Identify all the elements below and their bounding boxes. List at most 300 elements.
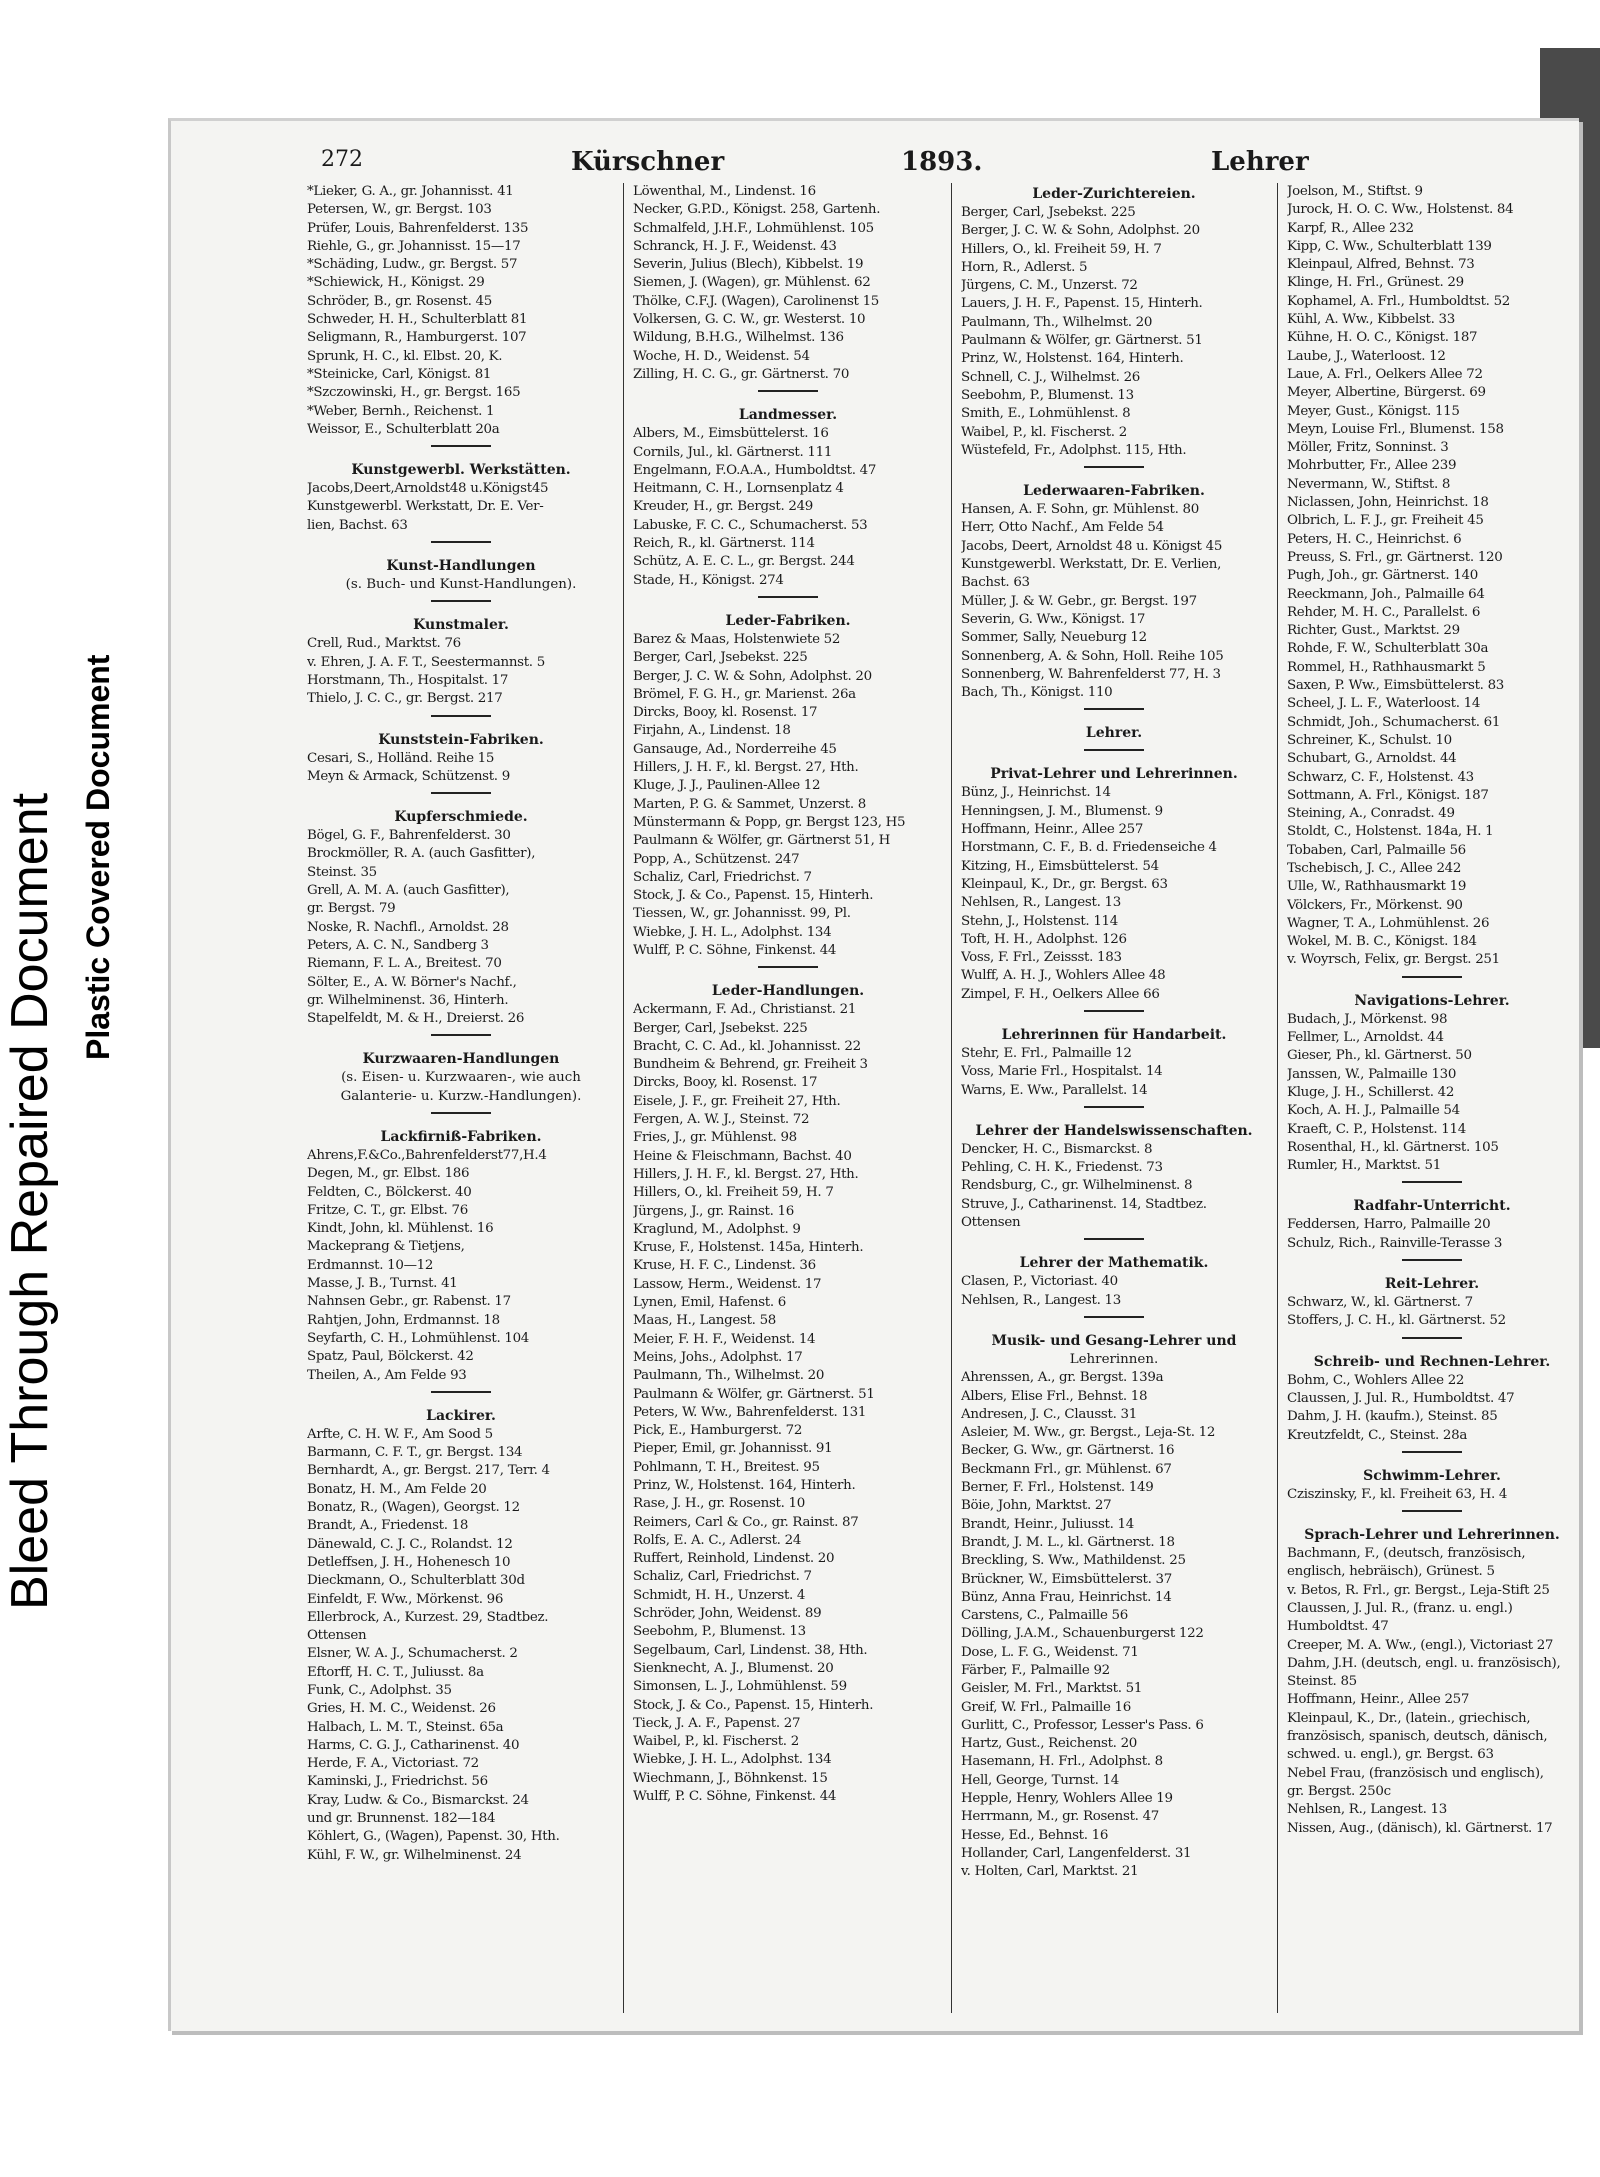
directory-entry: Jacobs,Deert,Arnoldst48 u.Königst45 xyxy=(307,481,549,497)
section-divider xyxy=(1402,1451,1462,1453)
directory-entry: Pick, E., Hamburgerst. 72 xyxy=(633,1423,803,1439)
directory-entry: Wiechmann, J., Böhnkenst. 15 xyxy=(633,1770,828,1786)
directory-page xyxy=(168,118,1579,2031)
directory-entry: Seyfarth, C. H., Lohmühlenst. 104 xyxy=(307,1330,530,1346)
section-heading: Reit-Lehrer. xyxy=(1384,1276,1480,1293)
directory-entry: Reich, R., kl. Gärtnerst. 114 xyxy=(633,536,815,552)
directory-entry: Ottensen xyxy=(307,1628,367,1644)
directory-entry: Thölke, C.F.J. (Wagen), Carolinenst 15 xyxy=(633,293,880,309)
directory-entry: lien, Bachst. 63 xyxy=(307,517,408,533)
directory-entry: Budach, J., Mörkenst. 98 xyxy=(1287,1011,1448,1027)
directory-entry: Seligmann, R., Hamburgerst. 107 xyxy=(307,330,527,346)
directory-entry: Voss, Marie Frl., Hospitalst. 14 xyxy=(961,1064,1163,1080)
directory-entry: Bachst. 63 xyxy=(961,575,1030,591)
directory-entry: Humboldtst. 47 xyxy=(1287,1619,1389,1635)
directory-entry: Ruffert, Reinhold, Lindenst. 20 xyxy=(633,1551,835,1567)
directory-entry: Janssen, W., Palmaille 130 xyxy=(1287,1066,1457,1082)
directory-entry: Möller, Fritz, Sonninst. 3 xyxy=(1287,440,1449,456)
directory-entry: Bünz, Anna Frau, Heinrichst. 14 xyxy=(961,1589,1172,1605)
directory-entry: Herde, F. A., Victoriast. 72 xyxy=(307,1756,479,1772)
section-divider xyxy=(1084,708,1144,710)
directory-entry: Stock, J. & Co., Papenst. 15, Hinterh. xyxy=(633,888,874,904)
directory-entry: Dahm, J. H. (kaufm.), Steinst. 85 xyxy=(1287,1409,1498,1425)
directory-entry: Meyer, Gust., Königst. 115 xyxy=(1287,403,1460,419)
directory-entry: Kindt, John, kl. Mühlenst. 16 xyxy=(307,1221,494,1237)
directory-entry: Meins, Johs., Adolphst. 17 xyxy=(633,1349,803,1365)
directory-entry: Weissor, E., Schulterblatt 20a xyxy=(307,421,500,437)
directory-entry: Kluge, J. H., Schillerst. 42 xyxy=(1287,1084,1455,1100)
directory-entry: Petersen, W., gr. Bergst. 103 xyxy=(307,202,492,218)
directory-entry: Nahnsen Gebr., gr. Rabenst. 17 xyxy=(307,1294,511,1310)
directory-entry: Joelson, M., Stiftst. 9 xyxy=(1287,184,1423,199)
directory-entry: Horstmann, Th., Hospitalst. 17 xyxy=(307,672,509,688)
directory-entry: Dänewald, C. J. C., Rolandst. 12 xyxy=(307,1536,513,1552)
directory-entry: Horn, R., Adlerst. 5 xyxy=(961,259,1088,275)
directory-entry: Stoffers, J. C. H., kl. Gärtnerst. 52 xyxy=(1287,1313,1506,1329)
column-2 xyxy=(633,183,943,2043)
directory-entry: Sprunk, H. C., kl. Elbst. 20, K. xyxy=(307,348,503,364)
directory-entry: Bohm, C., Wohlers Allee 22 xyxy=(1287,1372,1465,1388)
section-heading: Radfahr-Unterricht. xyxy=(1353,1198,1511,1215)
directory-entry: gr. Bergst. 250c xyxy=(1287,1783,1391,1799)
column-3 xyxy=(961,183,1267,2043)
directory-entry: Färber, F., Palmaille 92 xyxy=(961,1663,1110,1678)
directory-entry: Nebel Frau, (französisch und englisch), xyxy=(1287,1765,1544,1781)
directory-entry: Bögel, G. F., Bahrenfelderst. 30 xyxy=(307,828,511,844)
directory-entry: Rommel, H., Rathhausmarkt 5 xyxy=(1287,659,1486,675)
directory-entry: Kluge, J. J., Paulinen-Allee 12 xyxy=(633,778,821,794)
section-heading: Landmesser. xyxy=(738,407,838,424)
directory-entry: Halbach, L. M. T., Steinst. 65a xyxy=(307,1719,504,1735)
directory-entry: Hillers, J. H. F., kl. Bergst. 27, Hth. xyxy=(633,1166,859,1182)
section-divider xyxy=(431,1034,491,1036)
directory-entry: Becker, G. Ww., gr. Gärtnerst. 16 xyxy=(961,1443,1175,1459)
directory-entry: Kray, Ludw. & Co., Bismarckst. 24 xyxy=(307,1792,529,1808)
directory-entry: Prüfer, Louis, Bahrenfelderst. 135 xyxy=(307,220,529,236)
directory-entry: Ottensen xyxy=(961,1215,1021,1231)
directory-entry: Klinge, H. Frl., Grünest. 29 xyxy=(1287,275,1464,291)
directory-entry: Schütz, A. E. C. L., gr. Bergst. 244 xyxy=(633,554,855,570)
directory-entry: Fergen, A. W. J., Steinst. 72 xyxy=(633,1112,810,1128)
directory-entry: Tobaben, Carl, Palmaille 56 xyxy=(1287,842,1466,858)
directory-entry: Elsner, W. A. J., Schumacherst. 2 xyxy=(307,1646,518,1662)
directory-entry: Rohde, F. W., Schulterblatt 30a xyxy=(1287,641,1489,657)
directory-entry: *Lieker, G. A., gr. Johannisst. 41 xyxy=(307,184,514,199)
directory-entry: Stoldt, C., Holstenst. 184a, H. 1 xyxy=(1287,824,1494,840)
directory-entry: v. Holten, Carl, Marktst. 21 xyxy=(961,1864,1139,1880)
directory-entry: *Szczowinski, H., gr. Bergst. 165 xyxy=(307,385,521,401)
directory-entry: Pohlmann, T. H., Breitest. 95 xyxy=(633,1459,820,1475)
directory-entry: Schnell, C. J., Wilhelmst. 26 xyxy=(961,369,1141,385)
directory-entry: Spatz, Paul, Bölckerst. 42 xyxy=(307,1349,474,1365)
directory-entry: Firjahn, A., Lindenst. 18 xyxy=(633,723,791,739)
directory-entry: Saxen, P. Ww., Eimsbüttelerst. 83 xyxy=(1287,678,1505,694)
directory-entry: Schmalfeld, J.H.F., Lohmühlenst. 105 xyxy=(633,220,874,236)
directory-entry: Fries, J., gr. Mühlenst. 98 xyxy=(633,1130,797,1146)
directory-entry: Brömel, F. G. H., gr. Marienst. 26a xyxy=(633,686,856,702)
directory-entry: Detleffsen, J. H., Hohenesch 10 xyxy=(307,1554,511,1570)
directory-entry: Müller, J. & W. Gebr., gr. Bergst. 197 xyxy=(961,593,1197,609)
directory-entry: Kophamel, A. Frl., Humboldtst. 52 xyxy=(1287,293,1511,309)
directory-entry: Heitmann, C. H., Lornsenplatz 4 xyxy=(633,481,844,497)
directory-entry: Hasemann, H. Frl., Adolphst. 8 xyxy=(961,1754,1163,1770)
directory-entry: Paulmann & Wölfer, gr. Gärtnerst. 51 xyxy=(633,1386,875,1402)
section-heading: Leder-Fabriken. xyxy=(725,612,851,629)
section-divider xyxy=(1084,1316,1144,1318)
section-divider xyxy=(758,966,818,968)
directory-entry: Severin, G. Ww., Königst. 17 xyxy=(961,611,1146,627)
directory-entry: Smith, E., Lohmühlenst. 8 xyxy=(961,406,1131,422)
directory-entry: Feddersen, Harro, Palmaille 20 xyxy=(1287,1217,1491,1233)
directory-entry: Schulz, Rich., Rainville-Terasse 3 xyxy=(1287,1235,1503,1251)
directory-entry: Ackermann, F. Ad., Christianst. 21 xyxy=(633,1002,857,1018)
directory-entry: Creeper, M. A. Ww., (engl.), Victoriast 27 xyxy=(1287,1637,1554,1653)
directory-entry: Schmidt, H. H., Unzerst. 4 xyxy=(633,1587,806,1603)
directory-entry: Nehlsen, R., Langest. 13 xyxy=(1287,1802,1447,1818)
directory-entry: Pieper, Emil, gr. Johannisst. 91 xyxy=(633,1441,833,1457)
directory-entry: Koch, A. H. J., Palmaille 54 xyxy=(1287,1103,1460,1119)
directory-entry: Stade, H., Königst. 274 xyxy=(633,572,784,588)
directory-entry: Sienknecht, A. J., Blumenst. 20 xyxy=(633,1660,834,1676)
section-heading: Lackfirniß-Fabriken. xyxy=(380,1128,542,1145)
directory-entry: Wulff, A. H. J., Wohlers Allee 48 xyxy=(961,968,1166,984)
section-divider xyxy=(431,792,491,794)
directory-entry: Dose, L. F. G., Weidenst. 71 xyxy=(961,1644,1139,1660)
directory-entry: Warns, E. Ww., Parallelst. 14 xyxy=(961,1082,1148,1098)
directory-entry: Popp, A., Schützenst. 247 xyxy=(633,851,800,867)
directory-entry: Claussen, J. Jul. R., (franz. u. engl.) xyxy=(1287,1601,1513,1616)
directory-entry: Thielo, J. C. C., gr. Bergst. 217 xyxy=(307,691,503,707)
section-heading: Lederwaaren-Fabriken. xyxy=(1023,483,1205,500)
directory-entry: Bonatz, H. M., Am Felde 20 xyxy=(307,1481,487,1497)
directory-entry: Pugh, Joh., gr. Gärtnerst. 140 xyxy=(1287,568,1478,584)
directory-entry: Lassow, Herm., Weidenst. 17 xyxy=(633,1276,822,1292)
directory-entry: Funk, C., Adolphst. 35 xyxy=(307,1683,452,1698)
directory-entry: Scheel, J. L. F., Waterloost. 14 xyxy=(1287,696,1481,712)
section-heading: Lehrer der Handelswissenschaften. xyxy=(975,1122,1253,1139)
directory-entry: Kruse, F., Holstenst. 145a, Hinterh. xyxy=(633,1240,864,1256)
directory-entry: Meyn, Louise Frl., Blumenst. 158 xyxy=(1287,421,1504,437)
directory-entry: Greif, W. Frl., Palmaille 16 xyxy=(961,1699,1131,1715)
section-divider xyxy=(1084,1010,1144,1012)
directory-entry: Riehle, G., gr. Johannisst. 15—17 xyxy=(307,238,521,254)
section-heading: Lehrer. xyxy=(1085,725,1143,742)
directory-entry: Völckers, Fr., Mörkenst. 90 xyxy=(1287,897,1463,913)
directory-entry: Erdmannst. 10—12 xyxy=(307,1257,434,1273)
directory-entry: v. Betos, R. Frl., gr. Bergst., Leja-Stift 25 xyxy=(1287,1582,1550,1598)
directory-entry: Gansauge, Ad., Norderreihe 45 xyxy=(633,741,837,757)
directory-entry: Schubart, G., Arnoldst. 44 xyxy=(1287,751,1457,767)
directory-entry: Geisler, M. Frl., Marktst. 51 xyxy=(961,1681,1143,1697)
directory-entry: Kreutzfeldt, C., Steinst. 28a xyxy=(1287,1427,1468,1443)
directory-entry: Richter, Gust., Marktst. 29 xyxy=(1287,623,1460,639)
directory-entry: Einfeldt, F. Ww., Mörkenst. 96 xyxy=(307,1591,504,1607)
directory-entry: Heine & Fleischmann, Bachst. 40 xyxy=(633,1148,852,1164)
directory-entry: Gieser, Ph., kl. Gärtnerst. 50 xyxy=(1287,1048,1472,1064)
section-heading: Leder-Zurichtereien. xyxy=(1032,186,1196,202)
directory-entry: Kunstgewerbl. Werkstatt, Dr. E. Ver- xyxy=(307,499,544,515)
section-heading: Leder-Handlungen. xyxy=(711,983,865,1000)
directory-entry: Kraglund, M., Adolphst. 9 xyxy=(633,1221,801,1237)
directory-entry: Engelmann, F.O.A.A., Humboldtst. 47 xyxy=(633,462,877,478)
directory-entry: Degen, M., gr. Elbst. 186 xyxy=(307,1166,470,1182)
directory-entry: Stehr, E. Frl., Palmaille 12 xyxy=(961,1045,1132,1061)
directory-entry: Riemann, F. L. A., Breitest. 70 xyxy=(307,956,502,972)
directory-entry: Grell, A. M. A. (auch Gasfitter), xyxy=(307,883,510,899)
directory-entry: Claussen, J. Jul. R., Humboldtst. 47 xyxy=(1287,1390,1515,1406)
directory-entry: Schröder, B., gr. Rosenst. 45 xyxy=(307,293,492,309)
directory-entry: Barez & Maas, Holstenwiete 52 xyxy=(633,631,841,647)
directory-entry: v. Woyrsch, Felix, gr. Bergst. 251 xyxy=(1287,952,1500,968)
directory-entry: Wulff, P. C. Söhne, Finkenst. 44 xyxy=(633,942,837,958)
section-divider xyxy=(431,541,491,543)
directory-entry: Jürgens, C. M., Unzerst. 72 xyxy=(961,278,1138,294)
directory-entry: Brückner, W., Eimsbüttelerst. 37 xyxy=(961,1571,1172,1587)
directory-entry: Hartz, Gust., Reichenst. 20 xyxy=(961,1736,1138,1752)
directory-entry: Breckling, S. Ww., Mathildenst. 25 xyxy=(961,1553,1186,1569)
section-heading: Musik- und Gesang-Lehrer und xyxy=(991,1332,1237,1349)
directory-entry: Rehder, M. H. C., Parallelst. 6 xyxy=(1287,604,1481,620)
directory-entry: *Steinicke, Carl, Königst. 81 xyxy=(307,366,492,382)
directory-entry: Berger, J. C. W. & Sohn, Adolphst. 20 xyxy=(961,223,1200,239)
directory-entry: Schweder, H. H., Schulterblatt 81 xyxy=(307,312,528,328)
section-divider xyxy=(758,596,818,598)
section-heading: Lehrer der Mathematik. xyxy=(1019,1255,1209,1272)
directory-entry: Reeckmann, Joh., Palmaille 64 xyxy=(1287,586,1485,602)
directory-entry: Theilen, A., Am Felde 93 xyxy=(307,1367,467,1383)
directory-entry: Niclassen, John, Heinrichst. 18 xyxy=(1287,495,1489,511)
directory-entry: Andresen, J. C., Clausst. 31 xyxy=(961,1406,1137,1422)
directory-entry: Wulff, P. C. Söhne, Finkenst. 44 xyxy=(633,1789,837,1805)
section-heading: Kupferschmiede. xyxy=(394,809,528,826)
directory-entry: Nevermann, W., Stiftst. 8 xyxy=(1287,476,1451,492)
section-heading: Kunstgewerbl. Werkstätten. xyxy=(351,462,571,479)
directory-entry: Schaliz, Carl, Friedrichst. 7 xyxy=(633,869,812,885)
section-divider xyxy=(1084,1238,1144,1240)
section-note: (s. Eisen- u. Kurzwaaren-, wie auch xyxy=(341,1070,581,1086)
directory-entry: Meier, F. H. F., Weidenst. 14 xyxy=(633,1331,816,1347)
directory-entry: Kitzing, H., Eimsbüttelerst. 54 xyxy=(961,858,1159,874)
directory-entry: Mackeprang & Tietjens, xyxy=(307,1239,465,1255)
bleed-through-label: Bleed Through Repaired Document xyxy=(1,792,59,1610)
right-running-title: Lehrer xyxy=(1211,147,1309,177)
directory-entry: Toft, H. H., Adolphst. 126 xyxy=(961,931,1127,947)
directory-entry: Wagner, T. A., Lohmühlenst. 26 xyxy=(1287,915,1490,931)
directory-entry: Horstmann, C. F., B. d. Friedenseiche 4 xyxy=(961,840,1217,856)
directory-entry: Steining, A., Conradst. 49 xyxy=(1287,806,1455,822)
section-note: (s. Buch- und Kunst-Handlungen). xyxy=(345,577,577,593)
directory-entry: Hillers, J. H. F., kl. Bergst. 27, Hth. xyxy=(633,760,859,776)
directory-entry: Hollander, Carl, Langenfelderst. 31 xyxy=(961,1845,1192,1861)
directory-entry: Kleinpaul, Alfred, Behnst. 73 xyxy=(1287,257,1475,273)
directory-entry: Dencker, H. C., Bismarckst. 8 xyxy=(961,1141,1153,1157)
directory-entry: Peters, A. C. N., Sandberg 3 xyxy=(307,937,489,953)
directory-entry: Jacobs, Deert, Arnoldst 48 u. Königst 45 xyxy=(961,538,1223,554)
page-number: 272 xyxy=(321,147,363,172)
directory-entry: Lauers, J. H. F., Papenst. 15, Hinterh. xyxy=(961,296,1203,312)
section-divider xyxy=(431,1112,491,1114)
directory-entry: Kühne, H. O. C., Königst. 187 xyxy=(1287,330,1478,346)
directory-entry: Schreiner, K., Schulst. 10 xyxy=(1287,732,1452,748)
directory-entry: Brandt, A., Friedenst. 18 xyxy=(307,1518,469,1534)
directory-entry: Hell, George, Turnst. 14 xyxy=(961,1772,1119,1788)
directory-entry: Stapelfeldt, M. & H., Dreierst. 26 xyxy=(307,1011,525,1027)
directory-entry: Zimpel, F. H., Oelkers Allee 66 xyxy=(961,986,1160,1002)
directory-entry: Jurock, H. O. C. Ww., Holstenst. 84 xyxy=(1287,202,1514,218)
directory-entry: Wiebke, J. H. L., Adolphst. 134 xyxy=(633,1752,832,1768)
column-rule xyxy=(1277,183,1278,2013)
directory-entry: französisch, spanisch, deutsch, dänisch, xyxy=(1287,1729,1548,1745)
directory-entry: Dölling, J.A.M., Schauenburgerst 122 xyxy=(961,1626,1204,1642)
directory-entry: Kleinpaul, K., Dr., gr. Bergst. 63 xyxy=(961,876,1168,892)
directory-entry: Sonnenberg, W. Bahrenfelderst 77, H. 3 xyxy=(961,666,1221,682)
directory-entry: Steinst. 35 xyxy=(307,864,377,880)
directory-entry: Prinz, W., Holstenst. 164, Hinterh. xyxy=(961,351,1184,367)
directory-entry: Bachmann, F., (deutsch, französisch, xyxy=(1287,1546,1526,1562)
section-divider xyxy=(1402,1259,1462,1261)
directory-entry: Lynen, Emil, Hafenst. 6 xyxy=(633,1295,787,1311)
section-heading: Lehrerinnen für Handarbeit. xyxy=(1001,1026,1227,1043)
section-divider xyxy=(1084,749,1144,751)
directory-entry: Hepple, Henry, Wohlers Allee 19 xyxy=(961,1791,1173,1807)
directory-entry: Kunstgewerbl. Werkstatt, Dr. E. Verlien, xyxy=(961,557,1222,573)
section-heading: Lackirer. xyxy=(426,1407,496,1424)
directory-entry: v. Ehren, J. A. F. T., Seestermannst. 5 xyxy=(307,654,545,670)
directory-entry: Kreuder, H., gr. Bergst. 249 xyxy=(633,499,814,515)
directory-entry: Seebohm, P., Blumenst. 13 xyxy=(961,387,1134,403)
section-note: Lehrerinnen. xyxy=(1069,1351,1159,1367)
directory-entry: Peters, W. Ww., Bahrenfelderst. 131 xyxy=(633,1404,867,1420)
directory-entry: Dahm, J.H. (deutsch, engl. u. französisch), xyxy=(1287,1655,1561,1671)
directory-entry: Nissen, Aug., (dänisch), kl. Gärtnerst. 17 xyxy=(1287,1820,1553,1836)
directory-entry: Voss, F. Frl., Zeissst. 183 xyxy=(961,950,1122,966)
directory-entry: Arfte, C. H. W. F., Am Sood 5 xyxy=(307,1426,493,1442)
directory-entry: *Schäding, Ludw., gr. Bergst. 57 xyxy=(307,257,518,273)
directory-entry: Bünz, J., Heinrichst. 14 xyxy=(961,785,1111,801)
directory-entry: Barmann, C. F. T., gr. Bergst. 134 xyxy=(307,1445,523,1461)
directory-entry: Rase, J. H., gr. Rosenst. 10 xyxy=(633,1496,805,1512)
left-running-title: Kürschner xyxy=(571,147,725,177)
directory-entry: Siemen, J. (Wagen), gr. Mühlenst. 62 xyxy=(633,275,871,291)
directory-entry: Löwenthal, M., Lindenst. 16 xyxy=(633,184,816,199)
section-heading: Privat-Lehrer und Lehrerinnen. xyxy=(990,766,1238,783)
directory-entry: Hoffmann, Heinr., Allee 257 xyxy=(961,822,1144,838)
directory-entry: Albers, M., Eimsbüttelerst. 16 xyxy=(633,426,829,442)
directory-entry: Nehlsen, R., Langest. 13 xyxy=(961,895,1121,911)
directory-entry: Rumler, H., Marktst. 51 xyxy=(1287,1158,1441,1174)
directory-entry: Feldten, C., Bölckerst. 40 xyxy=(307,1184,472,1200)
directory-entry: Nehlsen, R., Langest. 13 xyxy=(961,1292,1121,1308)
directory-entry: Henningsen, J. M., Blumenst. 9 xyxy=(961,803,1163,819)
directory-entry: Segelbaum, Carl, Lindenst. 38, Hth. xyxy=(633,1642,868,1658)
directory-entry: Bonatz, R., (Wagen), Georgst. 12 xyxy=(307,1500,520,1516)
directory-entry: Hansen, A. F. Sohn, gr. Mühlenst. 80 xyxy=(961,502,1199,518)
directory-entry: Schaliz, Carl, Friedrichst. 7 xyxy=(633,1569,812,1585)
directory-entry: Böie, John, Marktst. 27 xyxy=(961,1498,1112,1514)
column-rule xyxy=(951,183,952,2013)
directory-entry: Bach, Th., Königst. 110 xyxy=(961,685,1113,701)
section-divider xyxy=(1084,466,1144,468)
directory-entry: Wokel, M. B. C., Königst. 184 xyxy=(1287,934,1477,950)
directory-entry: Hillers, O., kl. Freiheit 59, H. 7 xyxy=(633,1185,834,1201)
section-heading: Navigations-Lehrer. xyxy=(1354,992,1510,1009)
directory-entry: Olbrich, L. F. J., gr. Freiheit 45 xyxy=(1287,513,1484,529)
directory-entry: Cziszinsky, F., kl. Freiheit 63, H. 4 xyxy=(1287,1486,1508,1502)
directory-entry: Peters, H. C., Heinrichst. 6 xyxy=(1287,531,1462,547)
directory-entry: Gries, H. M. C., Weidenst. 26 xyxy=(307,1701,496,1717)
directory-entry: Albers, Elise Frl., Behnst. 18 xyxy=(961,1388,1148,1404)
directory-entry: Kühl, A. Ww., Kibbelst. 33 xyxy=(1287,312,1455,328)
directory-entry: Paulmann & Wölfer, gr. Gärtnerst 51, H xyxy=(633,833,890,849)
directory-entry: Köhlert, G., (Wagen), Papenst. 30, Hth. xyxy=(307,1829,560,1845)
directory-entry: Sommer, Sally, Neueburg 12 xyxy=(961,630,1147,646)
section-divider xyxy=(1402,1181,1462,1183)
directory-entry: Rahtjen, John, Erdmannst. 18 xyxy=(307,1312,500,1328)
directory-entry: Noske, R. Nachfl., Arnoldst. 28 xyxy=(307,919,509,935)
directory-entry: Ellerbrock, A., Kurzest. 29, Stadtbez. xyxy=(307,1609,549,1625)
directory-entry: Dircks, Booy, kl. Rosenst. 17 xyxy=(633,705,818,721)
directory-entry: Schmidt, Joh., Schumacherst. 61 xyxy=(1287,714,1501,730)
section-divider xyxy=(431,445,491,447)
directory-entry: Meyn & Armack, Schützenst. 9 xyxy=(307,768,510,784)
directory-entry: Tiessen, W., gr. Johannisst. 99, Pl. xyxy=(633,906,851,922)
directory-entry: Steinst. 85 xyxy=(1287,1674,1357,1690)
directory-entry: Kipp, C. Ww., Schulterblatt 139 xyxy=(1287,238,1492,254)
directory-entry: Berger, Carl, Jsebekst. 225 xyxy=(633,650,808,666)
directory-entry: Asleier, M. Ww., gr. Bergst., Leja-St. 12 xyxy=(961,1425,1216,1441)
directory-entry: Wüstefeld, Fr., Adolphst. 115, Hth. xyxy=(961,442,1187,458)
section-heading: Kurzwaaren-Handlungen xyxy=(362,1051,560,1068)
directory-entry: Necker, G.P.D., Königst. 258, Gartenh. xyxy=(633,202,881,218)
directory-entry: Brandt, Heinr., Juliusst. 14 xyxy=(961,1516,1134,1532)
directory-entry: Cornils, Jul., kl. Gärtnerst. 111 xyxy=(633,444,833,460)
directory-entry: Herr, Otto Nachf., Am Felde 54 xyxy=(961,520,1164,536)
column-4 xyxy=(1287,183,1577,2043)
directory-entry: Struve, J., Catharinenst. 14, Stadtbez. xyxy=(961,1196,1207,1212)
directory-entry: Jürgens, J., gr. Rainst. 16 xyxy=(633,1203,794,1219)
directory-entry: Berger, Carl, Jsebekst. 225 xyxy=(961,205,1136,220)
directory-entry: Kühl, F. W., gr. Wilhelminenst. 24 xyxy=(307,1847,522,1863)
section-divider xyxy=(431,600,491,602)
directory-entry: Paulmann, Th., Wilhelmst. 20 xyxy=(633,1368,825,1384)
directory-entry: Hesse, Ed., Behnst. 16 xyxy=(961,1827,1109,1843)
directory-entry: gr. Bergst. 79 xyxy=(307,901,396,917)
directory-entry: Eisele, J. F., gr. Freiheit 27, Hth. xyxy=(633,1093,841,1109)
directory-entry: *Schiewick, H., Königst. 29 xyxy=(307,275,485,291)
directory-entry: Brandt, J. M. L., kl. Gärtnerst. 18 xyxy=(961,1534,1175,1550)
directory-entry: Rosenthal, H., kl. Gärtnerst. 105 xyxy=(1287,1139,1499,1155)
section-divider xyxy=(1402,976,1462,978)
directory-entry: Kraeft, C. P., Holstenst. 114 xyxy=(1287,1121,1466,1137)
directory-entry: Simonsen, L. J., Lohmühlenst. 59 xyxy=(633,1679,847,1695)
directory-entry: Waibel, P., kl. Fischerst. 2 xyxy=(633,1734,799,1750)
directory-entry: Paulmann & Wölfer, gr. Gärtnerst. 51 xyxy=(961,333,1203,349)
directory-entry: Stehn, J., Holstenst. 114 xyxy=(961,913,1118,929)
directory-entry: Karpf, R., Allee 232 xyxy=(1287,220,1414,236)
directory-entry: Kleinpaul, K., Dr., (latein., griechisch, xyxy=(1287,1710,1531,1726)
directory-entry: Fritze, C. T., gr. Elbst. 76 xyxy=(307,1202,468,1218)
directory-entry: und gr. Brunnenst. 182—184 xyxy=(307,1811,496,1827)
directory-entry: Dircks, Booy, kl. Rosenst. 17 xyxy=(633,1075,818,1091)
directory-entry: Sottmann, A. Frl., Königst. 187 xyxy=(1287,787,1489,803)
section-divider xyxy=(1402,1337,1462,1339)
section-divider xyxy=(431,1391,491,1393)
directory-entry: Carstens, C., Palmaille 56 xyxy=(961,1608,1128,1624)
directory-entry: Sölter, E., A. W. Börner's Nachf., xyxy=(307,974,517,990)
directory-entry: Stock, J. & Co., Papenst. 15, Hinterh. xyxy=(633,1697,874,1713)
directory-entry: Bracht, C. C. Ad., kl. Johannisst. 22 xyxy=(633,1038,861,1054)
directory-entry: Bernhardt, A., gr. Bergst. 217, Terr. 4 xyxy=(307,1463,550,1479)
